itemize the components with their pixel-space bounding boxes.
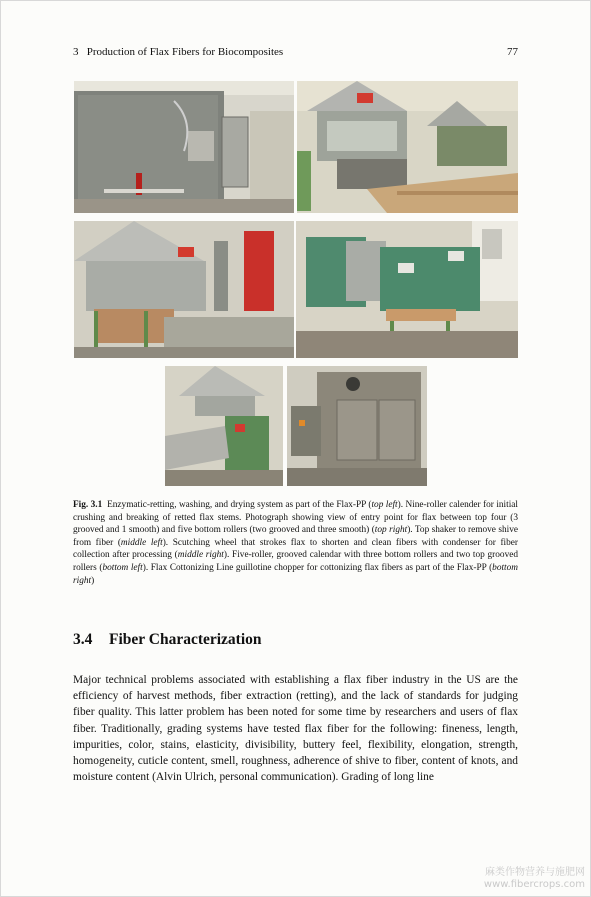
caption-text: ). Nine-roller calender for initial crushing and breaking of retted flax stems. Photograph showing view of entry point for flax between top four (3 grooved and 1 smooth) and five bottom rollers (two grooved and three smooth) ( [73, 500, 519, 536]
caption-position-label: middle left [120, 537, 163, 548]
watermark-line-chinese: 麻类作物营养与施肥网 [485, 867, 585, 878]
section-heading [73, 631, 262, 649]
caption-position-label: bottom left [102, 562, 143, 573]
page-number: 77 [507, 46, 518, 58]
section-title: Fiber Characterization [109, 631, 262, 648]
caption-text: ). Flax Cottonizing Line guillotine chopper for cottonizing flax fibers as part of the Flax-PP ( [142, 562, 493, 573]
photo-top-left [74, 81, 294, 213]
photo-middle-right [296, 221, 518, 358]
photo-bottom-left [165, 366, 283, 486]
caption-position-label: bottom right [73, 562, 518, 586]
figure-caption [73, 499, 518, 587]
watermark [484, 867, 585, 891]
caption-text: Enzymatic-retting, washing, and drying system as part of the Flax-PP ( [107, 500, 372, 510]
running-title: 3 Production of Flax Fibers for Biocomposites [73, 46, 284, 58]
caption-position-label: top right [374, 525, 408, 536]
section-number: 3.4 [73, 631, 93, 648]
photo-bottom-right [287, 366, 427, 486]
caption-text: ). Scutching wheel that strokes flax to shorten and clean fibers with condenser for fiber collection after processing ( [73, 537, 518, 561]
caption-position-label: top left [371, 500, 398, 510]
watermark-line-url: www.fibercrops.com [483, 879, 585, 890]
caption-text: ). Top shaker to remove shive from fiber ( [73, 525, 518, 548]
caption-position-label: middle right [177, 550, 224, 561]
caption-text: ). Five-roller, grooved calendar with three bottom rollers and two top grooved rollers ( [73, 550, 518, 573]
body-paragraph: Major technical problems associated with establishing a flax fiber industry in the US are the efficiency of harvest methods, fiber extraction (retting), and the lack of standards for judging fiber quality. This latter problem has been noted for some time by researchers and users of flax fiber. Traditionally, grading systems have tested flax fiber for the following: fineness, length, impurities, color, stains, elasticity, divisibility, buttery feel, flexibility, elongation, strength, homogeneity, cuticle content, smell, roughness, adherence of shive to fiber, content of knots, and moisture content (Alvin Ulrich, personal communication). Grading of long line [73, 674, 518, 784]
photo-middle-left [74, 221, 294, 358]
figure-label: Fig. 3.1 [73, 500, 103, 510]
running-head [73, 46, 518, 62]
caption-text: ) [91, 575, 95, 586]
photo-top-right [297, 81, 518, 213]
